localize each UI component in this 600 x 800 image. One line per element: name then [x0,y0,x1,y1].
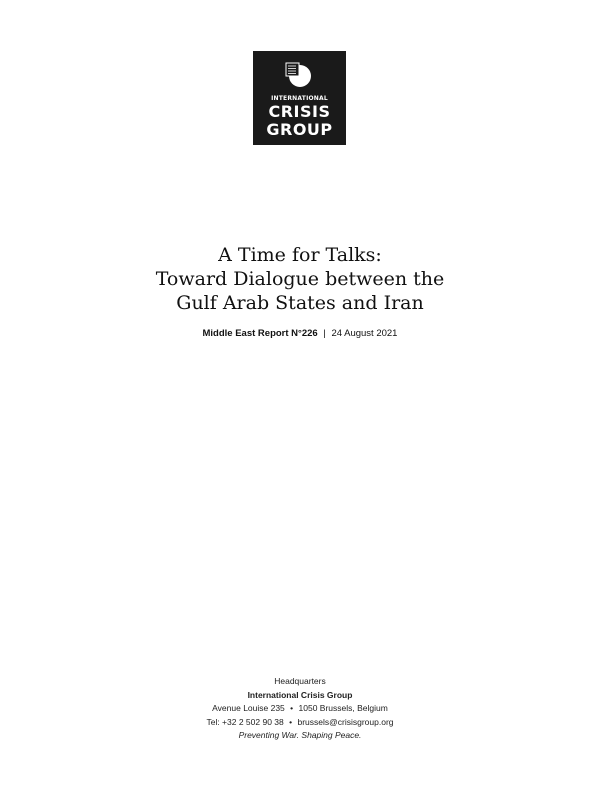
footer-contact [0,716,600,730]
logo-mark-icon [284,61,314,91]
footer-email[interactable]: brussels@crisisgroup.org [297,716,394,727]
logo-text-group: GROUP [266,120,333,139]
footer-bullet: • [289,716,293,727]
footer-heading: Headquarters [274,676,326,686]
crisis-group-logo [253,51,346,145]
footer-address [0,702,600,716]
footer [0,675,600,743]
footer-tagline: Preventing War. Shaping Peace. [238,730,362,740]
footer-tel: Tel: +32 2 502 90 38 [206,716,284,727]
logo-text-crisis: CRISIS [268,102,331,121]
report-title [0,243,600,315]
title-line-1: A Time for Talks: [218,244,382,266]
footer-org: International Crisis Group [247,689,353,700]
report-date: 24 August 2021 [331,328,398,339]
title-line-2: Toward Dialogue between the [155,268,445,290]
report-number: Middle East Report N°226 [202,328,318,339]
report-info [0,328,600,339]
footer-street: Avenue Louise 235 [212,703,285,713]
logo-text-international: INTERNATIONAL [271,95,328,102]
footer-bullet: • [290,703,294,713]
title-line-3: Gulf Arab States and Iran [176,292,424,314]
report-separator: | [323,328,326,339]
footer-city: 1050 Brussels, Belgium [298,703,388,713]
